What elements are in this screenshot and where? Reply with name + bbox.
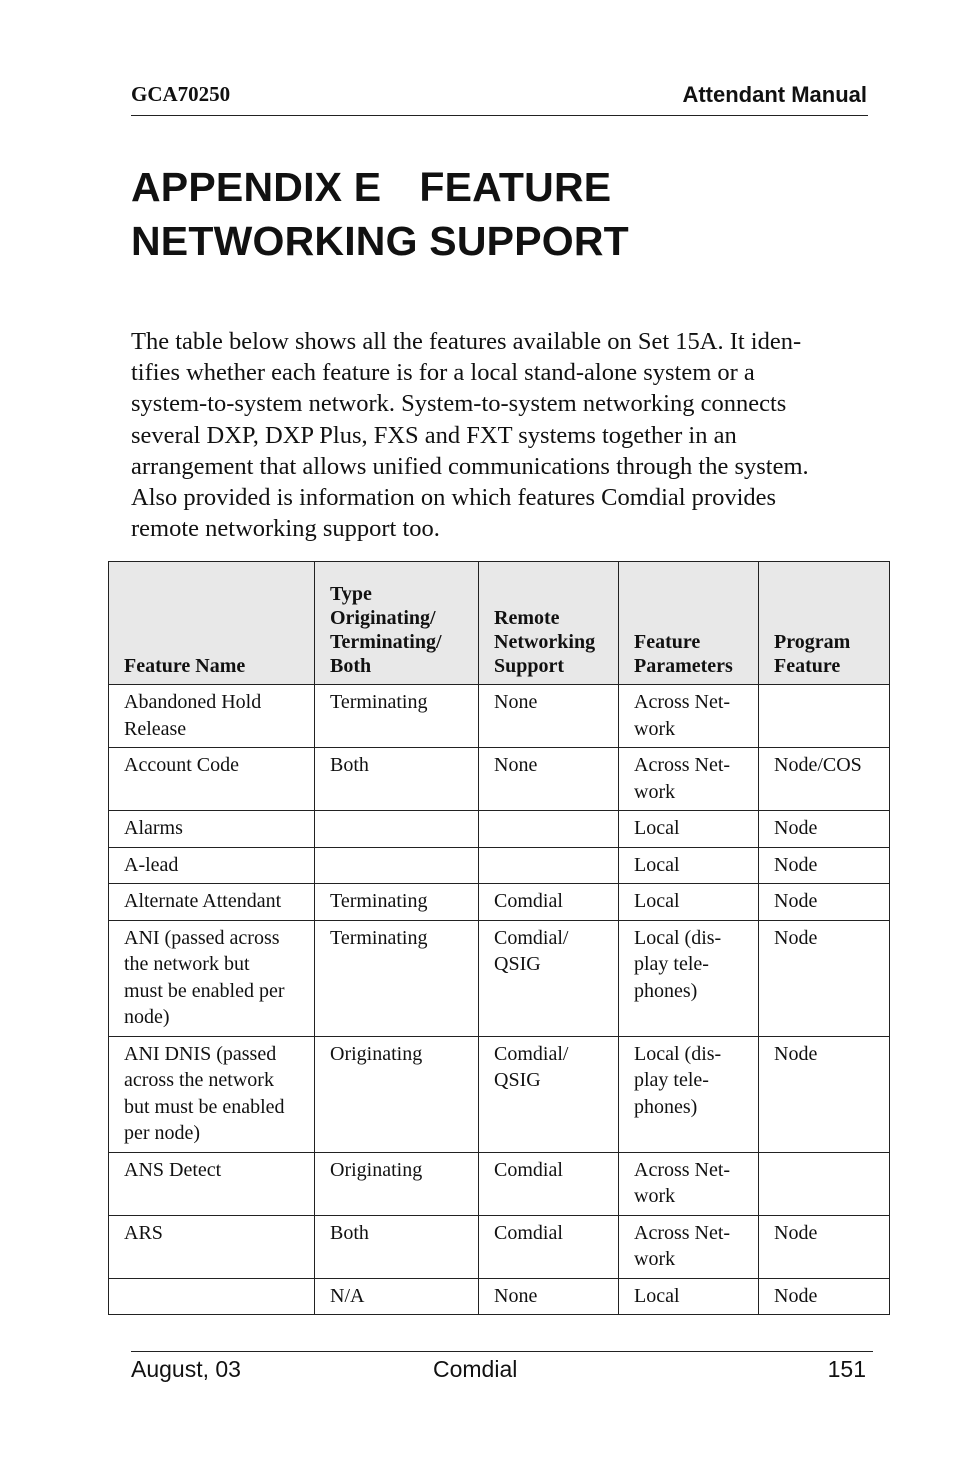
cell-line: Account Code	[124, 754, 239, 776]
cell-line: Alternate Attendant	[124, 890, 282, 912]
cell-line: Feature	[634, 631, 701, 653]
table-cell	[109, 1152, 315, 1215]
cell-line: Across Net-	[634, 754, 731, 776]
table-row	[109, 920, 890, 1036]
cell-line: Feature	[774, 655, 841, 677]
cell-line: Comdial/	[494, 926, 569, 949]
table-cell	[619, 847, 759, 884]
table-cell	[109, 1278, 315, 1315]
cell-line: Terminating	[330, 890, 428, 912]
footer-company: Comdial	[433, 1356, 518, 1382]
table-cell	[315, 920, 479, 1036]
table-cell	[759, 1215, 890, 1278]
cell-line: Type	[330, 583, 372, 605]
footer-rule	[131, 1351, 873, 1352]
cell-line: Terminating/	[330, 631, 442, 653]
cell-line: across the network	[124, 1069, 274, 1091]
cell-line: work	[634, 1185, 676, 1207]
table-cell	[109, 847, 315, 884]
cell-line: work	[634, 780, 676, 803]
table-cell	[109, 884, 315, 921]
cell-line: Across Net-	[634, 691, 731, 713]
cell-line: ANI DNIS (passed	[124, 1042, 277, 1065]
cell-line: Release	[124, 717, 187, 740]
table-cell	[315, 811, 479, 848]
features-table	[108, 561, 890, 1315]
cell-line: Local (dis-	[634, 1042, 722, 1065]
cell-line: play tele-	[634, 953, 709, 975]
cell-line: work	[634, 717, 676, 740]
title-appendix: APPENDIX E	[131, 164, 382, 210]
cell-line: Across Net-	[634, 1158, 731, 1181]
table-cell	[315, 1215, 479, 1278]
cell-line: None	[494, 1284, 538, 1307]
intro-paragraph	[131, 326, 871, 544]
cell-line: Across Net-	[634, 1221, 731, 1244]
cell-line: None	[494, 754, 538, 776]
table-cell	[315, 847, 479, 884]
cell-line: Comdial	[494, 1158, 563, 1181]
cell-line: Local	[634, 853, 680, 876]
table-cell	[315, 1036, 479, 1152]
cell-line: but must be enabled	[124, 1095, 285, 1118]
table-header-row	[109, 562, 890, 685]
intro-line: The table below shows all the features available on Set 15A. It iden-	[131, 328, 802, 355]
intro-line: tifies whether each feature is for a local stand-alone system or a	[131, 359, 755, 387]
table-cell	[315, 1278, 479, 1315]
header-rule	[131, 115, 868, 116]
table-row	[109, 1152, 890, 1215]
intro-line: system-to-system network. System-to-system networking connects	[131, 390, 787, 418]
intro-line: remote networking support too.	[131, 515, 440, 543]
table-row	[109, 748, 890, 811]
column-header	[759, 562, 890, 685]
table-cell	[619, 920, 759, 1036]
table-cell	[479, 1215, 619, 1278]
table-row	[109, 1215, 890, 1278]
cell-line: Parameters	[634, 655, 733, 677]
table-cell	[479, 1152, 619, 1215]
table-cell	[619, 1215, 759, 1278]
table-cell	[315, 685, 479, 748]
table-cell	[619, 884, 759, 921]
table-cell	[619, 748, 759, 811]
table-cell	[109, 748, 315, 811]
cell-line: Both	[330, 655, 372, 677]
table-cell	[315, 884, 479, 921]
cell-line: Support	[494, 655, 565, 677]
cell-line: Comdial/	[494, 1042, 569, 1065]
table-cell	[759, 884, 890, 921]
intro-line: arrangement that allows unified communications through the system.	[131, 452, 809, 480]
column-header	[619, 562, 759, 685]
table-row	[109, 847, 890, 884]
table-cell	[479, 685, 619, 748]
table-row	[109, 884, 890, 921]
table-row	[109, 685, 890, 748]
table-cell	[109, 1036, 315, 1152]
column-header	[479, 562, 619, 685]
cell-line: Local	[634, 1284, 680, 1307]
cell-line: QSIG	[494, 953, 541, 975]
table-cell	[759, 685, 890, 748]
table-cell	[109, 920, 315, 1036]
intro-line: several DXP, DXP Plus, FXS and FXT systems together in an	[131, 421, 737, 449]
cell-line: ANS Detect	[124, 1158, 222, 1181]
table-row	[109, 1278, 890, 1315]
cell-line: Local	[634, 817, 680, 839]
table-cell	[759, 920, 890, 1036]
table-cell	[109, 1215, 315, 1278]
table-cell	[619, 1152, 759, 1215]
table-cell	[109, 685, 315, 748]
cell-line: Local (dis-	[634, 926, 722, 949]
table-cell	[479, 920, 619, 1036]
cell-line: Comdial	[494, 1221, 563, 1244]
cell-line: Program	[774, 631, 851, 653]
table-cell	[479, 847, 619, 884]
table-cell	[619, 811, 759, 848]
cell-line: Local	[634, 890, 680, 912]
page-number: 151	[827, 1356, 866, 1382]
cell-line: Feature Name	[124, 655, 246, 677]
cell-line: Originating/	[330, 607, 436, 629]
cell-line: per node)	[124, 1122, 201, 1144]
cell-line: N/A	[330, 1284, 365, 1307]
table-cell	[619, 1278, 759, 1315]
cell-line: Terminating	[330, 926, 428, 949]
table-cell	[479, 884, 619, 921]
table-cell	[759, 748, 890, 811]
footer-date: August, 03	[131, 1356, 241, 1382]
intro-line: Also provided is information on which features Comdial provides	[131, 484, 777, 512]
cell-line: Abandoned Hold	[124, 691, 262, 713]
cell-line: the network but	[124, 953, 250, 975]
cell-line: play tele-	[634, 1069, 709, 1091]
cell-line: phones)	[634, 979, 698, 1002]
table-cell	[479, 1036, 619, 1152]
table-cell	[109, 811, 315, 848]
cell-line: Both	[330, 754, 369, 776]
table-cell	[759, 1036, 890, 1152]
cell-line: Comdial	[494, 890, 563, 912]
cell-line: Node	[774, 1042, 818, 1065]
table-cell	[759, 811, 890, 848]
cell-line: Originating	[330, 1158, 423, 1181]
table-cell	[759, 847, 890, 884]
page-title	[131, 160, 871, 268]
cell-line: Both	[330, 1221, 369, 1244]
cell-line: Node	[774, 926, 818, 949]
table-cell	[759, 1152, 890, 1215]
table-cell	[479, 748, 619, 811]
cell-line: phones)	[634, 1095, 698, 1118]
column-header	[109, 562, 315, 685]
cell-line: Node/COS	[774, 754, 862, 776]
cell-line: ANI (passed across	[124, 926, 280, 949]
cell-line: Networking	[494, 631, 596, 653]
table-row	[109, 811, 890, 848]
cell-line: QSIG	[494, 1069, 541, 1091]
column-header	[315, 562, 479, 685]
cell-line: A-lead	[124, 853, 179, 876]
table-cell	[759, 1278, 890, 1315]
cell-line: None	[494, 691, 538, 713]
cell-line: Node	[774, 890, 818, 912]
manual-title: Attendant Manual	[682, 82, 867, 107]
cell-line: Node	[774, 817, 818, 839]
cell-line: Node	[774, 853, 818, 876]
table-cell	[315, 748, 479, 811]
document-id: GCA70250	[131, 82, 231, 106]
cell-line: Node	[774, 1221, 818, 1244]
cell-line: work	[634, 1248, 676, 1270]
cell-line: Remote	[494, 607, 560, 629]
cell-line: node)	[124, 1006, 170, 1028]
cell-line: ARS	[124, 1221, 163, 1244]
cell-line: Originating	[330, 1042, 423, 1065]
cell-line: Alarms	[124, 817, 183, 839]
cell-line: Node	[774, 1284, 818, 1307]
title-feature: FEATURE	[419, 164, 612, 210]
table-cell	[619, 685, 759, 748]
table-cell	[479, 811, 619, 848]
table-row	[109, 1036, 890, 1152]
table-cell	[315, 1152, 479, 1215]
cell-line: must be enabled per	[124, 979, 285, 1002]
title-line-2: NETWORKING SUPPORT	[131, 218, 629, 264]
table-cell	[619, 1036, 759, 1152]
cell-line: Terminating	[330, 691, 428, 713]
table-cell	[479, 1278, 619, 1315]
